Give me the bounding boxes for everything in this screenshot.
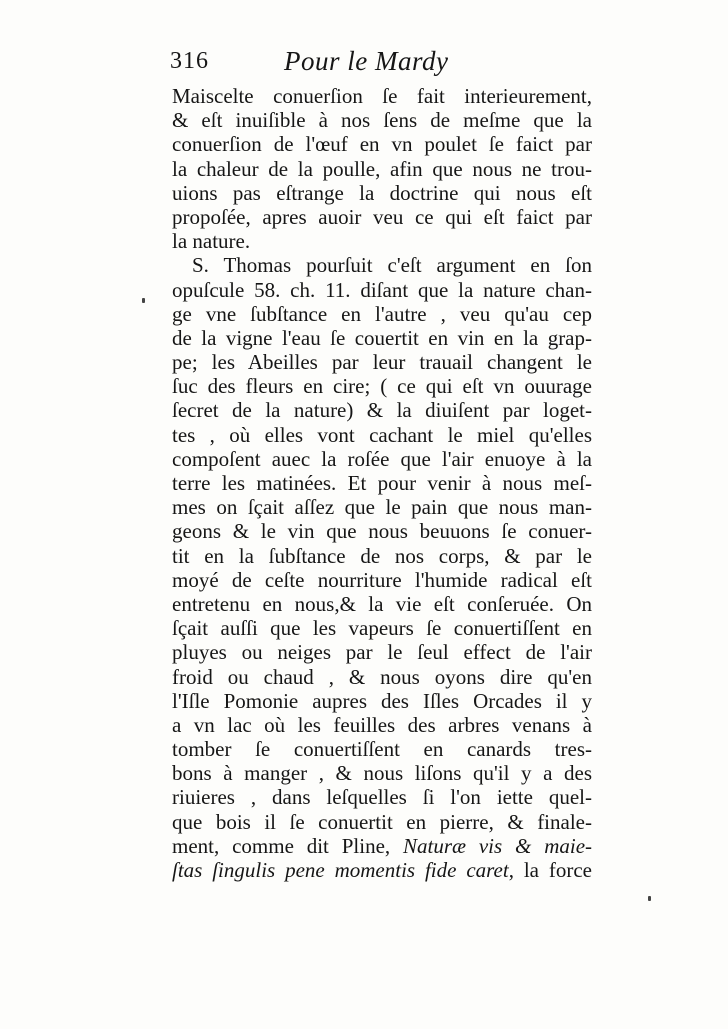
- text-line: l'Iſle Pomonie aupres des Iſles Orcades il y: [172, 688, 592, 713]
- text-line: [172, 858, 592, 882]
- text-line: tomber ſe conuertiſſent en canards tres-: [172, 737, 592, 762]
- text-line: geons & le vin que nous beuuons ſe conuer-: [172, 519, 592, 544]
- text-line: S. Thomas pourſuit c'eſt argument en ſon: [192, 253, 592, 278]
- text-line: ſçait auſſi que les vapeurs ſe conuertiſſent en: [172, 616, 592, 641]
- ink-speck: [648, 896, 651, 901]
- text-segment: ment, comme dit Pline,: [172, 833, 391, 858]
- text-line: Maiscelte conuerſion ſe fait interieurement,: [172, 84, 592, 108]
- text-line: moyé de ceſte nourriture l'humide radical eſt: [172, 567, 592, 592]
- text-line: ge vne ſubſtance en l'autre , veu qu'au cep: [172, 301, 592, 326]
- text-line: propoſée, apres auoir veu ce qui eſt faict par: [172, 204, 592, 229]
- text-line: uions pas eſtrange la doctrine qui nous eſt: [172, 180, 592, 205]
- text-line: a vn lac où les feuilles des arbres venans à: [172, 712, 592, 737]
- text-line: la nature.: [172, 229, 251, 254]
- text-line: & eſt inuiſible à nos ſens de meſme que la: [172, 108, 592, 133]
- body-text: [172, 84, 592, 882]
- page-content: [158, 40, 593, 882]
- text-line: entretenu en nous,& la vie eſt conſeruée. On: [172, 591, 592, 616]
- ink-speck: [142, 298, 145, 303]
- text-line: opuſcule 58. ch. 11. diſant que la nature chan-: [172, 277, 592, 302]
- text-line: pe; les Abeilles par leur trauail changent le: [172, 350, 592, 375]
- running-head: [158, 40, 592, 90]
- text-line: de la vigne l'eau ſe couertit en vin en la grap-: [172, 325, 592, 350]
- text-line: [172, 834, 592, 858]
- text-line: que bois il ſe conuertit en pierre, & finale-: [172, 809, 592, 834]
- text-line: terre les matinées. Et pour venir à nous meſ-: [172, 471, 592, 495]
- text-line: bons à manger , & nous liſons qu'il y a des: [172, 761, 592, 786]
- page-number: 316: [170, 48, 209, 74]
- text-line: froid ou chaud , & nous oyons dire qu'en: [172, 664, 592, 689]
- text-line: mes on ſçait aſſez que le pain que nous man-: [172, 495, 592, 520]
- text-line: la chaleur de la poulle, afin que nous ne trou-: [172, 156, 592, 181]
- text-segment: , la force: [508, 858, 592, 882]
- text-line: ſuc des fleurs en cire; ( ce qui eſt vn ouurage: [172, 374, 592, 399]
- latin-quote: Naturæ vis & maie-: [403, 833, 593, 858]
- running-title: Pour le Mardy: [284, 46, 449, 76]
- text-line: ſecret de la nature) & la diuiſent par loget-: [172, 398, 592, 423]
- latin-quote: ſtas ſingulis pene momentis fide caret: [172, 858, 509, 882]
- text-line: compoſent auec la roſée que l'air enuoye à la: [172, 446, 592, 471]
- text-line: tit en la ſubſtance de nos corps, & par le: [172, 543, 592, 568]
- text-line: riuieres , dans leſquelles ſi l'on iette quel-: [172, 785, 592, 810]
- text-line: tes , où elles vont cachant le miel qu'elles: [172, 422, 592, 447]
- text-line: conuerſion de l'œuf en vn poulet ſe faict par: [172, 132, 592, 157]
- text-line: pluyes ou neiges par le ſeul effect de l'air: [172, 640, 592, 665]
